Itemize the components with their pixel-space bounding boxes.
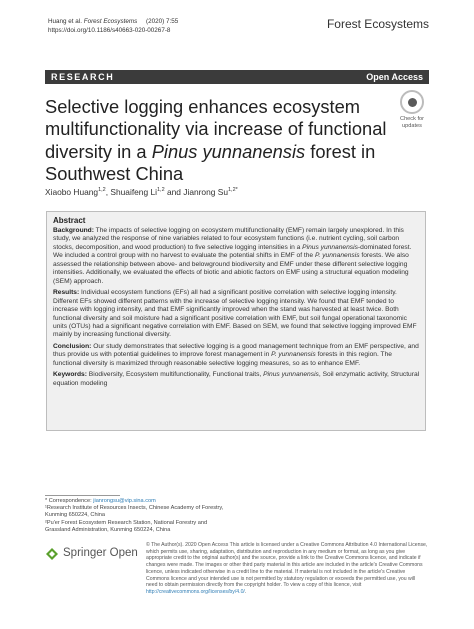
author-name[interactable]: Shuaifeng Li: [110, 187, 157, 197]
author-affil: 1,2: [156, 187, 165, 194]
abstract-keywords: Keywords: Biodiversity, Ecosystem multifunctionality, Functional traits, Pinus yunnanensis, Soil enzymatic activity, Structural equation modeling: [53, 371, 420, 387]
open-access-label: Open Access: [366, 72, 423, 82]
check-for-updates-badge[interactable]: [396, 90, 428, 129]
journal-name: Forest Ecosystems: [326, 17, 429, 31]
running-header: [48, 18, 178, 35]
title-species: Pinus yunnanensis: [151, 140, 306, 162]
author-name[interactable]: Jianrong Su: [183, 187, 228, 197]
footnote-divider: [45, 495, 120, 496]
correspondence-email[interactable]: jianrongsu@vip.sina.com: [93, 498, 156, 504]
header-journal: Forest Ecosystems: [83, 18, 138, 25]
doi-link[interactable]: https://doi.org/10.1186/s40663-020-00267-8: [48, 26, 171, 34]
header-year-issue: (2020) 7:55: [146, 18, 179, 25]
author-list: [45, 187, 238, 197]
author-affil: 1,2*: [227, 187, 238, 194]
affiliation-1: ¹Research Institute of Resources Insects, Chinese Academy of Forestry, Kunming 650224, China: [45, 505, 224, 519]
footnotes: [45, 498, 225, 534]
author-name[interactable]: Xiaobo Huang: [45, 187, 99, 197]
license-notice: © The Author(s). 2020 Open Access This article is licensed under a Creative Commons Attribution 4.0 International License, which permits use, sharing, adaptation, distribution and reproduction in any medium or format, as long as you give appropriate credit to the original author(s) and the source, provide a link to the Creative Commons licence, and indicate if changes were made. The images or other third party material in this article are included in the article's Creative Commons licence, unless indicated otherwise in a credit line to the material. If material is not included in the article's Creative Commons licence and your intended use is not permitted by statutory regulation or exceeds the permitted use, you will need to obtain permission directly from the copyright holder. To view a copy of this licence, visit http://creativecommons.org/licenses/by/4.0/.: [146, 542, 428, 595]
correspondence: * Correspondence: jianrongsu@vip.sina.com: [45, 498, 156, 504]
springer-open-icon: [45, 547, 59, 561]
title-text-end: forest in Southwest China: [45, 140, 376, 185]
author-sep: ,: [105, 187, 111, 197]
logo-text: Springer Open: [63, 547, 138, 559]
abstract-results: Results: Individual ecosystem functions (EFs) all had a significant positive correlation with selective logging intensity. Different EFs showed different patterns with the increase of selective logging intensity. We found that EMF tended to increase with logging intensity, and that EMF significantly improved when the stand was harvested at least twice. Both functional diversity and soil moisture had a significant positive correlation with EMF, but soil fungal operational taxonomic units (OTUs) had a significant negative correlation with EMF. Based on SEM, we found that selective logging improved EMF mainly by increasing functional diversity.: [53, 289, 417, 339]
license-link[interactable]: http://creativecommons.org/licenses/by/4.0/: [146, 588, 245, 595]
author-sep: and: [164, 187, 184, 197]
affiliation-2: ²Pu'er Forest Ecosystem Research Station, National Forestry and Grassland Administration, Kunming 650224, China: [45, 519, 208, 533]
header-authors: Huang et al.: [48, 18, 82, 25]
author-affil: 1,2: [98, 187, 106, 194]
update-icon: [400, 90, 424, 114]
abstract-conclusion: Conclusion: Our study demonstrates that selective logging is a good management technique from an EMF perspective, and thus provide us with potential guidelines to improve forest management in P. yunnanensis forests in this region. The functional diversity is maximized through reasonable selective logging measures, so as to enhance EMF.: [53, 342, 419, 367]
section-bar: [45, 70, 429, 84]
citation-line: [48, 18, 178, 27]
title-text: Selective logging enhances ecosystem multifunctionality via increase of functional diversity in a: [45, 96, 387, 162]
abstract-heading: Abstract: [53, 216, 86, 225]
badge-line1: Check for: [400, 116, 424, 122]
article-title: [45, 96, 393, 186]
abstract-box: [46, 211, 426, 431]
abstract-background: Background: The impacts of selective logging on ecosystem multifunctionality (EMF) remain largely unexplored. In this study, we analyzed the response of nine variables related to four ecosystem functions (i.e. nutrient cycling, soil carbon stocks, decomposition, and wood production) to five selective logging intensities in a Pinus yunnanensis-dominated forest. We included a control group with no harvest to evaluate the potential shifts in EMF of the P. yunnanensis forests. We also assessed the relationship between above- and belowground biodiversity and EMF under these different selective logging intensities. Additionally, we evaluated the effects of biotic and abiotic factors on EMF using a structural equation modeling (SEM) approach.: [53, 227, 412, 285]
section-label: RESEARCH: [51, 72, 115, 82]
badge-line2: updates: [402, 122, 422, 129]
